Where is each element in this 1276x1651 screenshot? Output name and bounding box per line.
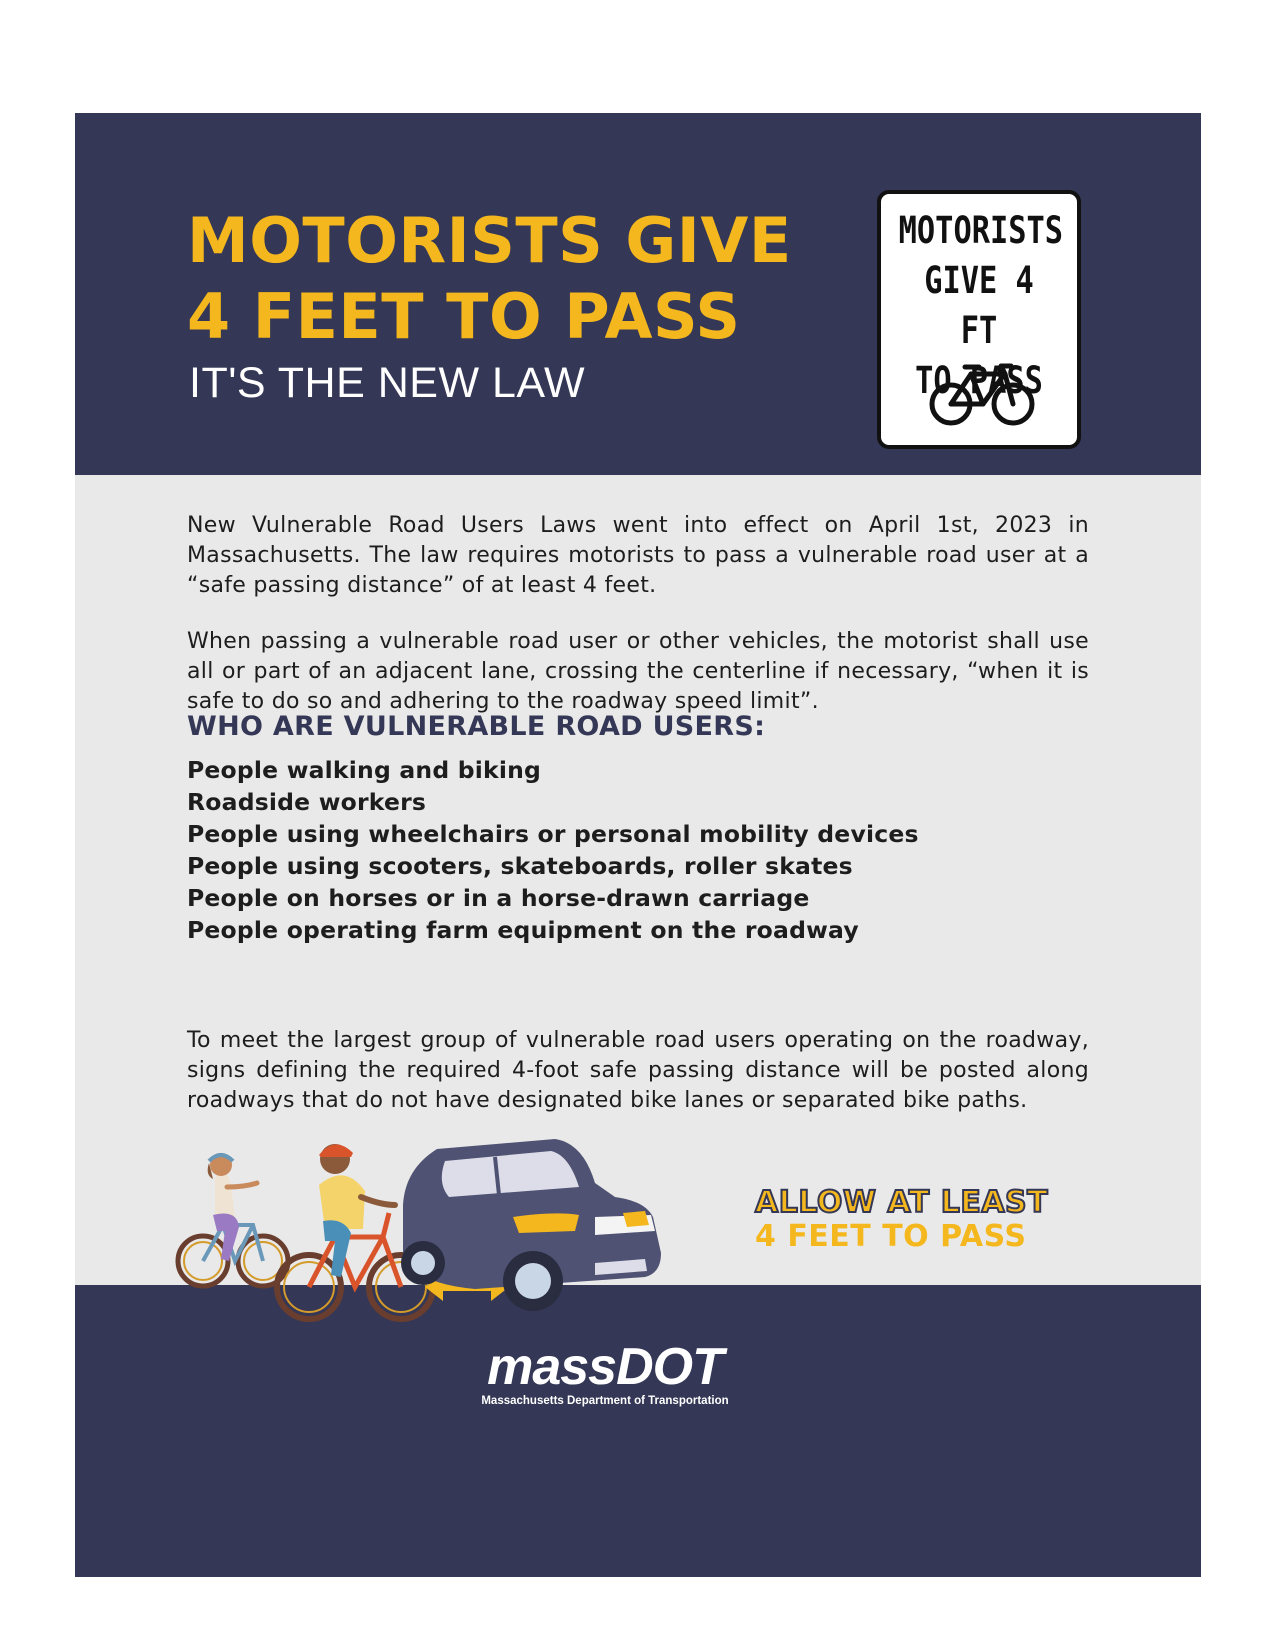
list-item: People using scooters, skateboards, roller skates [187,852,853,880]
vulnerable-users-list [187,754,919,946]
section-heading: WHO ARE VULNERABLE ROAD USERS: [187,711,766,742]
headline-line-2: 4 FEET TO PASS [187,280,741,353]
headline-line-1: MOTORISTS GIVE [187,204,792,277]
intro-paragraph: New Vulnerable Road Users Laws went into effect on April 1st, 2023 in Massachusetts. The law requires motorists to pass a vulnerable road user at a “safe passing distance” of at least 4 feet. [187,513,1089,598]
list-item: People operating farm equipment on the roadway [187,916,859,944]
list-item: People walking and biking [187,756,542,784]
passing-paragraph: When passing a vulnerable road user or other vehicles, the motorist shall use all or part of an adjacent lane, crossing the centerline if necessary, “when it is safe to do so and adhering to the roadway speed limit”. [187,629,1089,714]
signage-paragraph: To meet the largest group of vulnerable road users operating on the roadway, signs defining the required 4-foot safe passing distance will be posted along roadways that do not have designated bike lanes or separated bike paths. [187,1028,1089,1113]
logo-subtitle: Massachusetts Department of Transportation [481,1395,729,1407]
list-item: People using wheelchairs or personal mobility devices [187,820,919,848]
list-item: Roadside workers [187,788,427,816]
headline [187,203,807,355]
callout-line-2: 4 FEET TO PASS [755,1219,1027,1254]
road-sign-text: MOTORISTS GIVE 4 FT TO PASS [898,209,1064,402]
cyclist-illustration [178,1154,288,1286]
subhead: IT'S THE NEW LAW [189,359,586,407]
callout-line-1: ALLOW AT LEAST [755,1185,1049,1220]
poster [75,113,1201,1577]
bicycle-icon [927,362,1037,428]
logo-wordmark: massDOT [487,1338,723,1396]
callout [755,1186,1048,1254]
road-sign [877,190,1081,449]
massdot-logo [455,1339,755,1407]
cyclists-and-car-illustration [175,1113,755,1345]
list-item: People on horses or in a horse-drawn carriage [187,884,810,912]
